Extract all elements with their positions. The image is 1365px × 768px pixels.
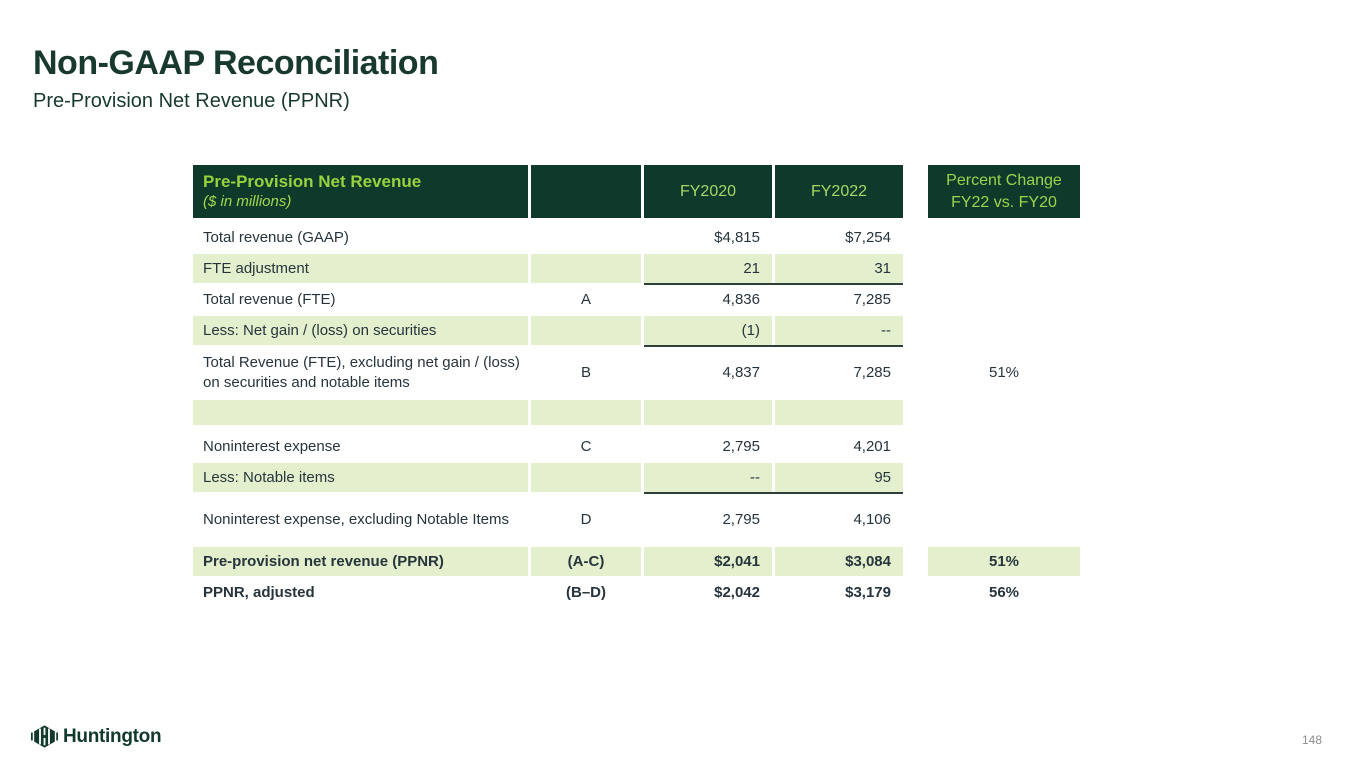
row-label: Less: Net gain / (loss) on securities [193,316,528,345]
row-percent [928,254,1080,283]
row-fy2022: 4,201 [853,438,891,455]
row-label: Noninterest expense, excluding Notable Items [203,510,510,528]
row-percent [928,316,1080,345]
row-ref [531,223,641,252]
row-fy2020: (1) [644,316,772,345]
row-fy2020: 2,795 [722,438,760,455]
row-fy2022: -- [775,316,903,345]
row-fy2022: 31 [775,254,903,283]
row-label [193,400,528,425]
header-ref-cell [531,165,641,218]
row-percent: 56% [988,584,1020,601]
row-percent [928,285,1080,314]
row-ref: C [580,438,592,455]
row-fy2022: 95 [775,463,903,492]
table-row [193,547,1083,576]
row-ref: D [580,511,592,528]
row-fy2022: 7,285 [853,291,891,308]
table-row [193,347,1083,398]
row-label: Total revenue (GAAP) [203,228,349,246]
row-fy2020: 2,795 [722,511,760,528]
table-row [193,223,1083,252]
row-fy2022: $3,084 [775,547,903,576]
header-col-fy2020: FY2020 [644,165,772,218]
row-label: Total revenue (FTE) [203,290,336,308]
row-fy2020 [644,400,772,425]
row-percent [928,432,1080,461]
row-percent [928,400,1080,425]
row-percent [928,223,1080,252]
row-fy2020: 4,837 [722,364,760,381]
table-row [193,432,1083,461]
row-percent: 51% [988,364,1020,381]
row-percent [928,494,1080,545]
huntington-logo-text: Huntington [63,725,162,747]
row-ref: A [580,291,591,308]
table-header-row [193,165,1083,218]
percent-header-line2: FY22 vs. FY20 [951,193,1057,211]
row-percent: 51% [928,547,1080,576]
page-subtitle: Pre-Provision Net Revenue (PPNR) [33,90,350,112]
page-number: 148 [1301,733,1322,747]
page-title: Non-GAAP Reconciliation [33,44,439,82]
row-fy2020: $2,042 [714,584,760,601]
table-row-spacer [193,400,1083,425]
header-col-fy2022: FY2022 [775,165,903,218]
header-label-cell [193,165,528,218]
table-row [193,578,1083,607]
row-fy2022: 4,106 [853,511,891,528]
row-fy2022 [775,400,903,425]
row-fy2022: $7,254 [845,229,891,246]
row-fy2020: -- [644,463,772,492]
row-ref: (A-C) [531,547,641,576]
row-ref: B [580,364,591,381]
row-percent [928,463,1080,492]
huntington-hexagon-icon [31,723,58,750]
table-row [193,316,1083,345]
row-label: PPNR, adjusted [203,583,315,601]
row-label: FTE adjustment [193,254,528,283]
row-ref [531,400,641,425]
row-fy2020: 4,836 [722,291,760,308]
row-ref [531,254,641,283]
row-fy2022: $3,179 [845,584,891,601]
row-ref [531,316,641,345]
table-row [193,254,1083,283]
row-fy2022: 7,285 [853,364,891,381]
ppnr-table [193,165,1083,609]
table-units-note: ($ in millions) [203,192,292,210]
row-ref: (B–D) [566,584,606,601]
row-ref [531,463,641,492]
table-row [193,494,1083,545]
row-fy2020: $2,041 [644,547,772,576]
row-fy2020: 21 [644,254,772,283]
row-label: Noninterest expense [203,437,341,455]
header-percent-change [928,165,1080,218]
huntington-logo [31,723,161,750]
row-fy2020: $4,815 [714,229,760,246]
table-title: Pre-Provision Net Revenue [203,172,422,192]
row-label: Less: Notable items [193,463,528,492]
table-row [193,285,1083,314]
table-row [193,463,1083,492]
percent-header-line1: Percent Change [946,172,1062,190]
row-label: Total Revenue (FTE), excluding net gain / (loss) on securities and notable items [203,354,520,391]
row-label: Pre-provision net revenue (PPNR) [193,547,528,576]
